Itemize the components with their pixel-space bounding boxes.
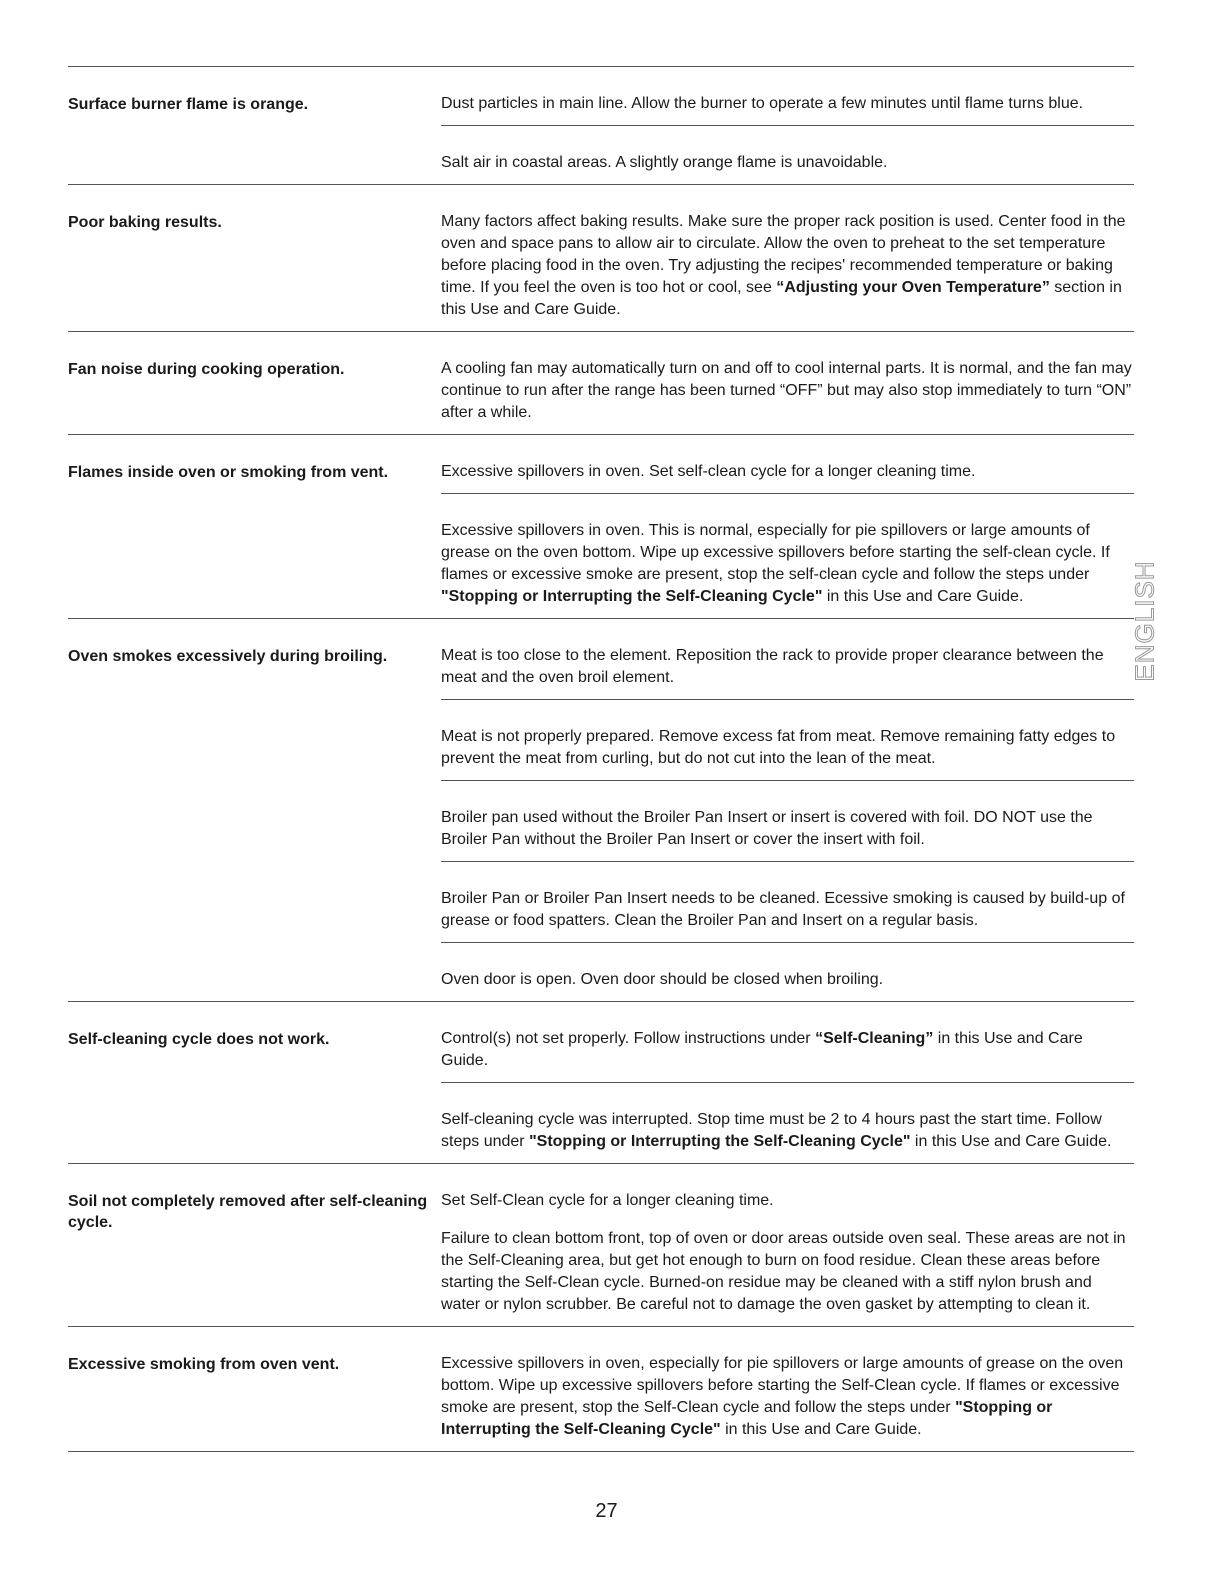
cause-text: Many factors affect baking results. Make sure the proper rack position is used. Center food in the oven and space pans to allow air to circulate. Allow the oven to preheat to the set temperature before placing food in the oven. Try adjusting the recipes' recommended temperature or baking time. If you feel the oven is too hot or cool, see: [441, 213, 1126, 296]
cause-solution: Excessive spillovers in oven. Set self-clean cycle for a longer cleaning time.: [441, 463, 976, 480]
cause-solution: Meat is not properly prepared. Remove excess fat from meat. Remove remaining fatty edges to prevent the meat from curling, but do not cut into the lean of the meat.: [441, 699, 1134, 780]
section-reference: "Stopping or Interrupting the Self-Cleaning Cycle": [529, 1133, 911, 1150]
language-side-tab: [1127, 562, 1163, 680]
problem-heading: Soil not completely removed after self-cleaning cycle.: [68, 1193, 428, 1231]
section-reference: "Stopping or Interrupting the Self-Cleaning Cycle": [441, 588, 823, 605]
cause-solution: [441, 1082, 1134, 1163]
problem-heading: Poor baking results.: [68, 214, 222, 231]
cause-solution: [441, 1327, 1134, 1451]
causes-list: [441, 435, 1134, 618]
table-row: [68, 1002, 1134, 1164]
causes-list: [441, 332, 1134, 434]
cause-solution: A cooling fan may automatically turn on and off to cool internal parts. It is normal, and the fan may continue to run after the range has been turned “OFF” but may also stop immediately to turn “ON” after a while.: [441, 360, 1132, 421]
causes-list: [441, 1164, 1134, 1326]
causes-list: [441, 1327, 1134, 1451]
cause-solution: [441, 1002, 1134, 1082]
cause-solution: Failure to clean bottom front, top of oven or door areas outside oven seal. These areas are not in the Self-Cleaning area, but get hot enough to burn on food residue. Clean these areas before starting the Self-Clean cycle. Burned-on residue may be cleaned with a stiff nylon brush and water or nylon scrubber. Be careful not to damage the oven gasket by attempting to clean it.: [441, 1230, 1126, 1313]
cause-solution: Salt air in coastal areas. A slightly orange flame is unavoidable.: [441, 125, 1134, 184]
section-reference: “Adjusting your Oven Temperature”: [776, 279, 1050, 296]
table-row: [68, 619, 1134, 1002]
troubleshooting-table: [68, 66, 1134, 1452]
causes-list: [441, 67, 1134, 184]
cause-text-end: in this Use and Care Guide.: [910, 1133, 1112, 1150]
cause-solution: Broiler pan used without the Broiler Pan Insert or insert is covered with foil. DO NOT use the Broiler Pan without the Broiler Pan Insert or cover the insert with foil.: [441, 780, 1134, 861]
cause-solution: [441, 185, 1134, 331]
cause-text: Control(s) not set properly. Follow instructions under: [441, 1030, 816, 1047]
causes-list: [441, 1002, 1134, 1163]
cause-text-end: in this Use and Care Guide.: [441, 1030, 1083, 1069]
cause-text: Self-cleaning cycle was interrupted. Stop time must be 2 to 4 hours past the start time. Follow steps under: [441, 1111, 1102, 1150]
table-row: [68, 1327, 1134, 1452]
cause-text-end: section in this Use and Care Guide.: [441, 279, 1122, 318]
cause-text: Excessive spillovers in oven. This is normal, especially for pie spillovers or large amounts of grease on the oven bottom. Wipe up excessive spillovers before starting the self-clean cycle. If flames or excessive smoke are present, stop the self-clean cycle and follow the steps under: [441, 522, 1110, 583]
section-reference: “Self-Cleaning”: [815, 1030, 934, 1047]
cause-solution: [441, 493, 1134, 618]
problem-heading: Flames inside oven or smoking from vent.: [68, 464, 389, 481]
problem-heading: Oven smokes excessively during broiling.: [68, 648, 388, 665]
table-row: [68, 185, 1134, 332]
table-row: [68, 435, 1134, 619]
cause-text-end: in this Use and Care Guide.: [720, 1421, 922, 1438]
problem-heading: Surface burner flame is orange.: [68, 96, 309, 113]
causes-list: [441, 619, 1134, 1001]
cause-solution: Set Self-Clean cycle for a longer cleaning time.: [441, 1192, 774, 1209]
page-number: 27: [595, 1500, 618, 1522]
section-reference: "Stopping or Interrupting the Self-Cleaning Cycle": [441, 1399, 1053, 1438]
cause-solution: Meat is too close to the element. Reposition the rack to provide proper clearance between the meat and the oven broil element.: [441, 647, 1104, 686]
cause-text-end: in this Use and Care Guide.: [822, 588, 1024, 605]
cause-text: Excessive spillovers in oven, especially for pie spillovers or large amounts of grease on the oven bottom. Wipe up excessive spillovers before starting the Self-Clean cycle. If flames or excessive smoke are present, stop the Self-Clean cycle and follow the steps under: [441, 1355, 1124, 1416]
table-row: [68, 1164, 1134, 1327]
cause-solution: Dust particles in main line. Allow the burner to operate a few minutes until flame turns blue.: [441, 95, 1084, 112]
cause-solution: Oven door is open. Oven door should be closed when broiling.: [441, 942, 1134, 1001]
cause-solution: Broiler Pan or Broiler Pan Insert needs to be cleaned. Ecessive smoking is caused by build-up of grease or food spatters. Clean the Broiler Pan and Insert on a regular basis.: [441, 861, 1134, 942]
causes-list: [441, 185, 1134, 331]
problem-heading: Excessive smoking from oven vent.: [68, 1356, 340, 1373]
table-row: [68, 332, 1134, 435]
problem-heading: Self-cleaning cycle does not work.: [68, 1031, 330, 1048]
problem-heading: Fan noise during cooking operation.: [68, 361, 345, 378]
table-row: [68, 67, 1134, 185]
side-tab-label: ENGLISH: [1129, 560, 1160, 682]
